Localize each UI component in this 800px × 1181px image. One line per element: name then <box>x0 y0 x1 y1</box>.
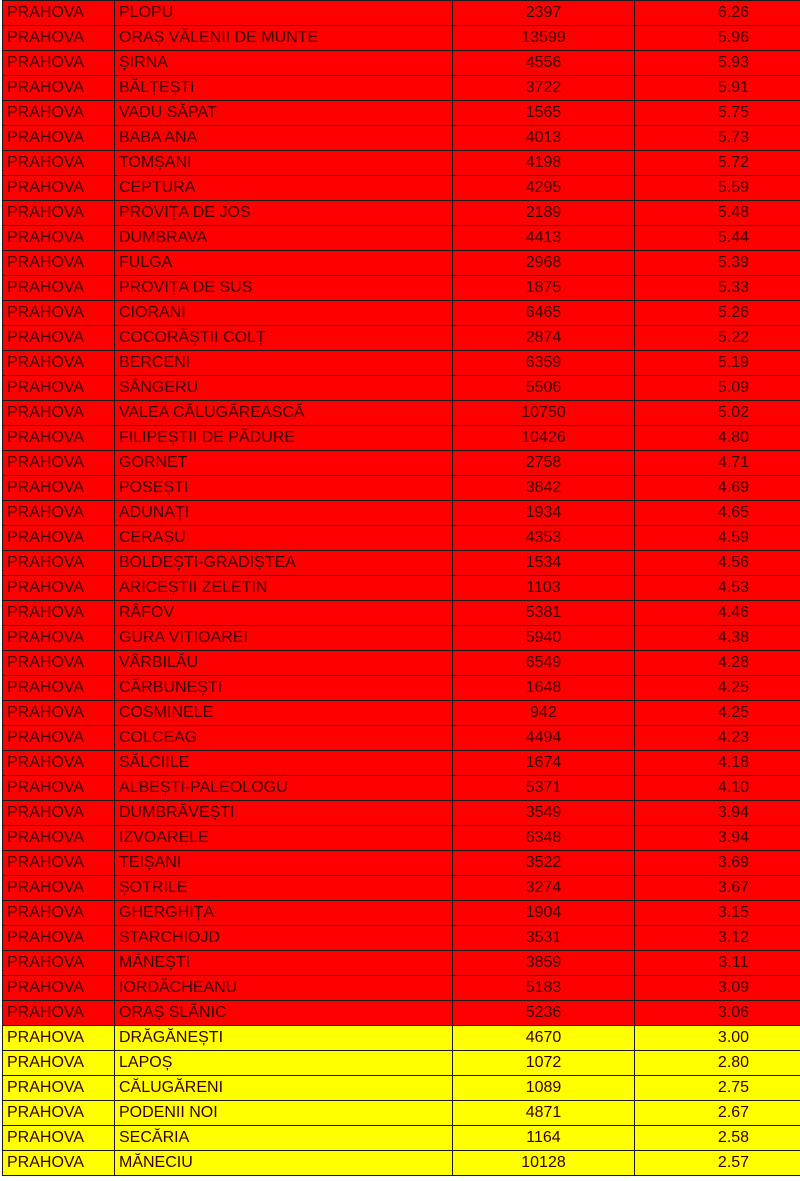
population-cell[interactable]: 1904 <box>453 901 635 926</box>
rate-cell[interactable]: 3.11 <box>635 951 800 976</box>
county-cell[interactable]: PRAHOVA <box>3 826 115 851</box>
table-row <box>3 451 800 476</box>
table-row <box>3 851 800 876</box>
county-cell[interactable]: PRAHOVA <box>3 701 115 726</box>
table-row <box>3 276 800 301</box>
rate-cell[interactable]: 5.48 <box>635 201 800 226</box>
table-row <box>3 726 800 751</box>
rate-cell[interactable]: 5.26 <box>635 301 800 326</box>
population-cell[interactable]: 5236 <box>453 1001 635 1026</box>
county-cell[interactable]: PRAHOVA <box>3 801 115 826</box>
population-cell[interactable]: 5183 <box>453 976 635 1001</box>
rate-cell[interactable]: 3.09 <box>635 976 800 1001</box>
county-cell[interactable]: PRAHOVA <box>3 976 115 1001</box>
rate-cell[interactable]: 2.57 <box>635 1151 800 1176</box>
rate-cell[interactable]: 5.73 <box>635 126 800 151</box>
population-cell[interactable]: 1875 <box>453 276 635 301</box>
county-cell[interactable]: PRAHOVA <box>3 601 115 626</box>
table-row <box>3 576 800 601</box>
population-cell[interactable]: 3722 <box>453 76 635 101</box>
locality-cell[interactable]: IZVOARELE <box>115 826 453 851</box>
table-row <box>3 1101 800 1126</box>
population-cell[interactable]: 4494 <box>453 726 635 751</box>
table-row <box>3 101 800 126</box>
table-row <box>3 176 800 201</box>
table-row <box>3 126 800 151</box>
rate-cell[interactable]: 2.80 <box>635 1051 800 1076</box>
population-cell[interactable]: 2758 <box>453 451 635 476</box>
locality-cell[interactable]: ADUNAȚI <box>115 501 453 526</box>
locality-cell[interactable]: PROVIȚA DE SUS <box>115 276 453 301</box>
population-cell[interactable]: 6465 <box>453 301 635 326</box>
table-row <box>3 51 800 76</box>
county-cell[interactable]: PRAHOVA <box>3 1001 115 1026</box>
rate-cell[interactable]: 3.12 <box>635 926 800 951</box>
locality-cell[interactable]: GURA VITIOAREI <box>115 626 453 651</box>
locality-cell[interactable]: VÂRBILĂU <box>115 651 453 676</box>
table-row <box>3 151 800 176</box>
rate-cell[interactable]: 4.28 <box>635 651 800 676</box>
population-cell[interactable]: 3522 <box>453 851 635 876</box>
population-cell[interactable]: 1565 <box>453 101 635 126</box>
county-cell[interactable]: PRAHOVA <box>3 1026 115 1051</box>
locality-cell[interactable]: DUMBRAVA <box>115 226 453 251</box>
locality-cell[interactable]: RÂFOV <box>115 601 453 626</box>
rate-cell[interactable]: 4.71 <box>635 451 800 476</box>
rate-cell[interactable]: 4.25 <box>635 701 800 726</box>
population-cell[interactable]: 3549 <box>453 801 635 826</box>
locality-cell[interactable]: POSEȘTI <box>115 476 453 501</box>
county-cell[interactable]: PRAHOVA <box>3 551 115 576</box>
county-cell[interactable]: PRAHOVA <box>3 651 115 676</box>
locality-cell[interactable]: CIORANI <box>115 301 453 326</box>
locality-cell[interactable]: PODENII NOI <box>115 1101 453 1126</box>
county-cell[interactable]: PRAHOVA <box>3 1151 115 1176</box>
population-cell[interactable]: 4295 <box>453 176 635 201</box>
population-cell[interactable]: 2874 <box>453 326 635 351</box>
locality-cell[interactable]: COLCEAG <box>115 726 453 751</box>
population-cell[interactable]: 4556 <box>453 51 635 76</box>
county-cell[interactable]: PRAHOVA <box>3 1076 115 1101</box>
county-cell[interactable]: PRAHOVA <box>3 1101 115 1126</box>
county-cell[interactable]: PRAHOVA <box>3 201 115 226</box>
population-cell[interactable]: 5506 <box>453 376 635 401</box>
table-row <box>3 976 800 1001</box>
table-row <box>3 876 800 901</box>
locality-cell[interactable]: IORDĂCHEANU <box>115 976 453 1001</box>
population-cell[interactable]: 4670 <box>453 1026 635 1051</box>
table-row <box>3 326 800 351</box>
rate-cell[interactable]: 3.67 <box>635 876 800 901</box>
locality-cell[interactable]: CERAȘU <box>115 526 453 551</box>
rate-cell[interactable]: 2.75 <box>635 1076 800 1101</box>
table-row <box>3 751 800 776</box>
locality-cell[interactable]: ȘOTRILE <box>115 876 453 901</box>
population-cell[interactable]: 3274 <box>453 876 635 901</box>
county-cell[interactable]: PRAHOVA <box>3 101 115 126</box>
county-cell[interactable]: PRAHOVA <box>3 426 115 451</box>
population-cell[interactable]: 4013 <box>453 126 635 151</box>
rate-cell[interactable]: 4.53 <box>635 576 800 601</box>
population-cell[interactable]: 4413 <box>453 226 635 251</box>
population-cell[interactable]: 1674 <box>453 751 635 776</box>
table-row <box>3 251 800 276</box>
locality-cell[interactable]: MĂNEȘTI <box>115 951 453 976</box>
population-cell[interactable]: 4871 <box>453 1101 635 1126</box>
population-cell[interactable]: 3842 <box>453 476 635 501</box>
table-row <box>3 501 800 526</box>
locality-cell[interactable]: VADU SĂPAT <box>115 101 453 126</box>
county-cell[interactable]: PRAHOVA <box>3 526 115 551</box>
table-row <box>3 1001 800 1026</box>
rate-cell[interactable]: 4.23 <box>635 726 800 751</box>
rate-cell[interactable]: 6.26 <box>635 1 800 26</box>
rate-cell[interactable]: 5.59 <box>635 176 800 201</box>
locality-cell[interactable]: CĂLUGĂRENI <box>115 1076 453 1101</box>
rate-cell[interactable]: 2.58 <box>635 1126 800 1151</box>
locality-cell[interactable]: VALEA CĂLUGĂREASCĂ <box>115 401 453 426</box>
locality-cell[interactable]: PLOPU <box>115 1 453 26</box>
locality-cell[interactable]: ȘIRNA <box>115 51 453 76</box>
table-row <box>3 1026 800 1051</box>
population-cell[interactable]: 1164 <box>453 1126 635 1151</box>
county-cell[interactable]: PRAHOVA <box>3 926 115 951</box>
county-cell[interactable]: PRAHOVA <box>3 401 115 426</box>
locality-cell[interactable]: MĂNECIU <box>115 1151 453 1176</box>
county-cell[interactable]: PRAHOVA <box>3 301 115 326</box>
county-cell[interactable]: PRAHOVA <box>3 51 115 76</box>
county-cell[interactable]: PRAHOVA <box>3 501 115 526</box>
table-row <box>3 476 800 501</box>
table-row <box>3 676 800 701</box>
population-cell[interactable]: 6348 <box>453 826 635 851</box>
population-cell[interactable]: 3531 <box>453 926 635 951</box>
rate-cell[interactable]: 3.00 <box>635 1026 800 1051</box>
table-row <box>3 1076 800 1101</box>
population-cell[interactable]: 2968 <box>453 251 635 276</box>
rate-cell[interactable]: 4.80 <box>635 426 800 451</box>
table-row <box>3 301 800 326</box>
rate-cell[interactable]: 5.22 <box>635 326 800 351</box>
rate-cell[interactable]: 5.33 <box>635 276 800 301</box>
rate-cell[interactable]: 5.44 <box>635 226 800 251</box>
locality-cell[interactable]: CEPTURA <box>115 176 453 201</box>
population-cell[interactable]: 10750 <box>453 401 635 426</box>
population-cell[interactable]: 1934 <box>453 501 635 526</box>
rate-cell[interactable]: 5.93 <box>635 51 800 76</box>
population-cell[interactable]: 1534 <box>453 551 635 576</box>
table-row <box>3 201 800 226</box>
locality-cell[interactable]: GORNET <box>115 451 453 476</box>
rate-cell[interactable]: 4.25 <box>635 676 800 701</box>
table-row <box>3 1051 800 1076</box>
table-row <box>3 226 800 251</box>
locality-cell[interactable]: DRĂGĂNEȘTI <box>115 1026 453 1051</box>
locality-cell[interactable]: BOLDEȘTI-GRADIȘTEA <box>115 551 453 576</box>
table-row <box>3 701 800 726</box>
table-row <box>3 26 800 51</box>
rate-cell[interactable]: 3.94 <box>635 826 800 851</box>
table-row <box>3 526 800 551</box>
rate-cell[interactable]: 4.38 <box>635 626 800 651</box>
table-row <box>3 626 800 651</box>
county-cell[interactable]: PRAHOVA <box>3 901 115 926</box>
county-cell[interactable]: PRAHOVA <box>3 1051 115 1076</box>
population-cell[interactable]: 6549 <box>453 651 635 676</box>
table-row <box>3 901 800 926</box>
population-cell[interactable]: 1103 <box>453 576 635 601</box>
locality-cell[interactable]: CĂRBUNEȘTI <box>115 676 453 701</box>
locality-cell[interactable]: DUMBRĂVEȘTI <box>115 801 453 826</box>
population-cell[interactable]: 13599 <box>453 26 635 51</box>
county-cell[interactable]: PRAHOVA <box>3 876 115 901</box>
table-row <box>3 1126 800 1151</box>
county-cell[interactable]: PRAHOVA <box>3 251 115 276</box>
rate-cell[interactable]: 5.09 <box>635 376 800 401</box>
population-cell[interactable]: 1648 <box>453 676 635 701</box>
county-cell[interactable]: PRAHOVA <box>3 476 115 501</box>
county-cell[interactable]: PRAHOVA <box>3 176 115 201</box>
locality-cell[interactable]: BABA ANA <box>115 126 453 151</box>
table-row <box>3 601 800 626</box>
locality-cell[interactable]: FULGA <box>115 251 453 276</box>
locality-cell[interactable]: COCORĂȘTII COLȚ <box>115 326 453 351</box>
table-row <box>3 376 800 401</box>
locality-cell[interactable]: ARICEȘTII ZELETIN <box>115 576 453 601</box>
rate-cell[interactable]: 5.02 <box>635 401 800 426</box>
table-row <box>3 76 800 101</box>
county-cell[interactable]: PRAHOVA <box>3 776 115 801</box>
locality-cell[interactable]: BĂLȚEȘTI <box>115 76 453 101</box>
county-cell[interactable]: PRAHOVA <box>3 1126 115 1151</box>
population-cell[interactable]: 2189 <box>453 201 635 226</box>
population-cell[interactable]: 4353 <box>453 526 635 551</box>
rate-cell[interactable]: 2.67 <box>635 1101 800 1126</box>
locality-cell[interactable]: SECĂRIA <box>115 1126 453 1151</box>
rate-cell[interactable]: 5.39 <box>635 251 800 276</box>
county-cell[interactable]: PRAHOVA <box>3 151 115 176</box>
rate-cell[interactable]: 4.59 <box>635 526 800 551</box>
table-row <box>3 551 800 576</box>
county-cell[interactable]: PRAHOVA <box>3 626 115 651</box>
table-row <box>3 926 800 951</box>
population-cell[interactable]: 5371 <box>453 776 635 801</box>
table-row <box>3 1 800 26</box>
county-cell[interactable]: PRAHOVA <box>3 576 115 601</box>
population-cell[interactable]: 1089 <box>453 1076 635 1101</box>
locality-cell[interactable]: TEIȘANI <box>115 851 453 876</box>
population-cell[interactable]: 6359 <box>453 351 635 376</box>
locality-cell[interactable]: PROVIȚA DE JOS <box>115 201 453 226</box>
table-row <box>3 776 800 801</box>
county-cell[interactable]: PRAHOVA <box>3 76 115 101</box>
locality-cell[interactable]: ORAȘ SLĂNIC <box>115 1001 453 1026</box>
locality-table <box>2 0 800 1176</box>
rate-cell[interactable]: 5.72 <box>635 151 800 176</box>
county-cell[interactable]: PRAHOVA <box>3 751 115 776</box>
rate-cell[interactable]: 5.96 <box>635 26 800 51</box>
population-cell[interactable]: 5381 <box>453 601 635 626</box>
rate-cell[interactable]: 3.69 <box>635 851 800 876</box>
locality-cell[interactable]: GHERGHIȚA <box>115 901 453 926</box>
table-row <box>3 651 800 676</box>
county-cell[interactable]: PRAHOVA <box>3 676 115 701</box>
county-cell[interactable]: PRAHOVA <box>3 351 115 376</box>
locality-cell[interactable]: ALBEȘTI-PALEOLOGU <box>115 776 453 801</box>
table-row <box>3 426 800 451</box>
county-cell[interactable]: PRAHOVA <box>3 376 115 401</box>
county-cell[interactable]: PRAHOVA <box>3 276 115 301</box>
locality-cell[interactable]: BERCENI <box>115 351 453 376</box>
county-cell[interactable]: PRAHOVA <box>3 326 115 351</box>
locality-cell[interactable]: STARCHIOJD <box>115 926 453 951</box>
rate-cell[interactable]: 3.15 <box>635 901 800 926</box>
population-cell[interactable]: 5940 <box>453 626 635 651</box>
rate-cell[interactable]: 5.19 <box>635 351 800 376</box>
county-cell[interactable]: PRAHOVA <box>3 126 115 151</box>
locality-cell[interactable]: LAPOȘ <box>115 1051 453 1076</box>
county-cell[interactable]: PRAHOVA <box>3 951 115 976</box>
rate-cell[interactable]: 4.65 <box>635 501 800 526</box>
table-row <box>3 1151 800 1176</box>
population-cell[interactable]: 1072 <box>453 1051 635 1076</box>
rate-cell[interactable]: 3.06 <box>635 1001 800 1026</box>
locality-cell[interactable]: SÂNGERU <box>115 376 453 401</box>
table-row <box>3 951 800 976</box>
county-cell[interactable]: PRAHOVA <box>3 26 115 51</box>
rate-cell[interactable]: 4.46 <box>635 601 800 626</box>
table-body <box>3 1 800 1176</box>
population-cell[interactable]: 10426 <box>453 426 635 451</box>
population-cell[interactable]: 10128 <box>453 1151 635 1176</box>
county-cell[interactable]: PRAHOVA <box>3 851 115 876</box>
table-row <box>3 826 800 851</box>
locality-cell[interactable]: SĂLCIILE <box>115 751 453 776</box>
locality-cell[interactable]: ORAȘ VĂLENII DE MUNTE <box>115 26 453 51</box>
rate-cell[interactable]: 4.56 <box>635 551 800 576</box>
county-cell[interactable]: PRAHOVA <box>3 451 115 476</box>
locality-cell[interactable]: FILIPEȘTII DE PĂDURE <box>115 426 453 451</box>
locality-cell[interactable]: TOMȘANI <box>115 151 453 176</box>
rate-cell[interactable]: 5.75 <box>635 101 800 126</box>
locality-cell[interactable]: COSMINELE <box>115 701 453 726</box>
county-cell[interactable]: PRAHOVA <box>3 726 115 751</box>
rate-cell[interactable]: 5.91 <box>635 76 800 101</box>
rate-cell[interactable]: 3.94 <box>635 801 800 826</box>
county-cell[interactable]: PRAHOVA <box>3 1 115 26</box>
population-cell[interactable]: 3859 <box>453 951 635 976</box>
table-row <box>3 351 800 376</box>
table-row <box>3 801 800 826</box>
population-cell[interactable]: 942 <box>453 701 635 726</box>
rate-cell[interactable]: 4.18 <box>635 751 800 776</box>
population-cell[interactable]: 2397 <box>453 1 635 26</box>
rate-cell[interactable]: 4.10 <box>635 776 800 801</box>
population-cell[interactable]: 4198 <box>453 151 635 176</box>
table-row <box>3 401 800 426</box>
rate-cell[interactable]: 4.69 <box>635 476 800 501</box>
county-cell[interactable]: PRAHOVA <box>3 226 115 251</box>
